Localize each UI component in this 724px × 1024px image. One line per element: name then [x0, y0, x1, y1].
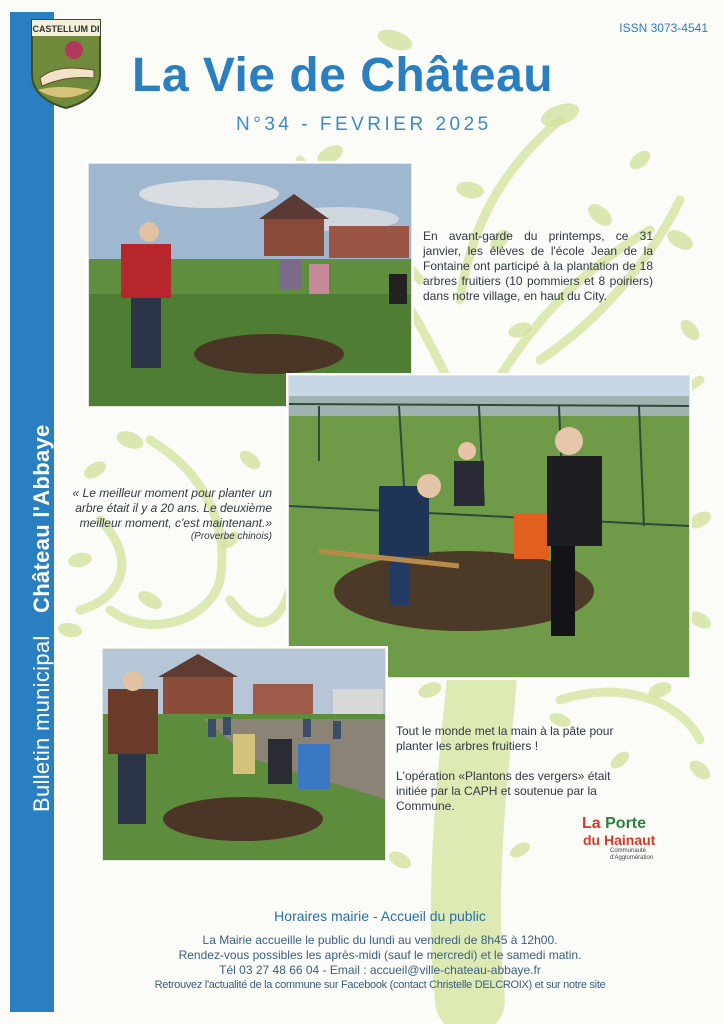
- partner-line-1: [582, 815, 692, 832]
- town-hall-info: [110, 908, 650, 993]
- quote-text: « Le meilleur moment pour planter un arbre était il y a 20 ans. Le deuxième meilleur moment, c'est maintenant.»: [72, 486, 272, 530]
- partner-sub-1: Communauté: [610, 848, 647, 854]
- partner-logo: [582, 815, 692, 862]
- article-help: [396, 724, 632, 829]
- proverb-quote: [64, 486, 272, 543]
- intro-paragraph: En avant-garde du printemps, ce 31 janvier, les élèves de l'école Jean de la Fontaine ont participé à la plantation de 18 arbres fruitiers (10 pommiers et 8 poiriers) dans notre village, en haut du City.: [423, 229, 653, 303]
- issn-number: ISSN 3073-4541: [619, 21, 708, 35]
- help-paragraph-1: Tout le monde met la main à la pâte pour planter les arbres fruitiers !: [396, 724, 614, 753]
- partner-word-la: La: [582, 815, 606, 832]
- help-paragraph-2: L'opération «Plantons des vergers» était initiée par la CAPH et soutenue par la Commune.: [396, 769, 611, 813]
- hours-title: Horaires mairie - Accueil du public: [274, 908, 486, 924]
- photo-children-planting: [288, 375, 690, 678]
- photo-planting-group: [88, 163, 412, 407]
- town-crest: [28, 16, 104, 110]
- appointments-line: Rendez-vous possibles les après-midi (sauf le mercredi) et le samedi matin.: [178, 948, 582, 962]
- issue-label: N°34 - FEVRIER 2025: [236, 114, 492, 135]
- photo-community-planting: [102, 648, 386, 861]
- partner-word-porte: Porte: [605, 815, 647, 832]
- crest-text: CASTELLUM DI: [32, 24, 100, 34]
- bulletin-label: Bulletin municipal: [29, 635, 54, 812]
- partner-sub-2: d'Agglomération: [610, 855, 654, 861]
- commune-name: Château l'Abbaye: [29, 424, 54, 613]
- sidebar-band: [10, 12, 54, 1012]
- partner-line-2: du Hainaut: [583, 832, 656, 848]
- quote-source: (Proverbe chinois): [190, 531, 272, 542]
- contact-line: Tél 03 27 48 66 04 - Email : accueil@ville-chateau-abbaye.fr: [219, 963, 541, 977]
- page-title: La Vie de Château: [132, 49, 554, 102]
- article-intro: [423, 229, 653, 304]
- sidebar-title: [22, 292, 62, 812]
- hours-line: La Mairie accueille le public du lundi au vendredi de 8h45 à 12h00.: [202, 933, 558, 947]
- facebook-line: Retrouvez l'actualité de la commune sur Facebook (contact Christelle DELCROIX) et sur notre site: [154, 979, 606, 991]
